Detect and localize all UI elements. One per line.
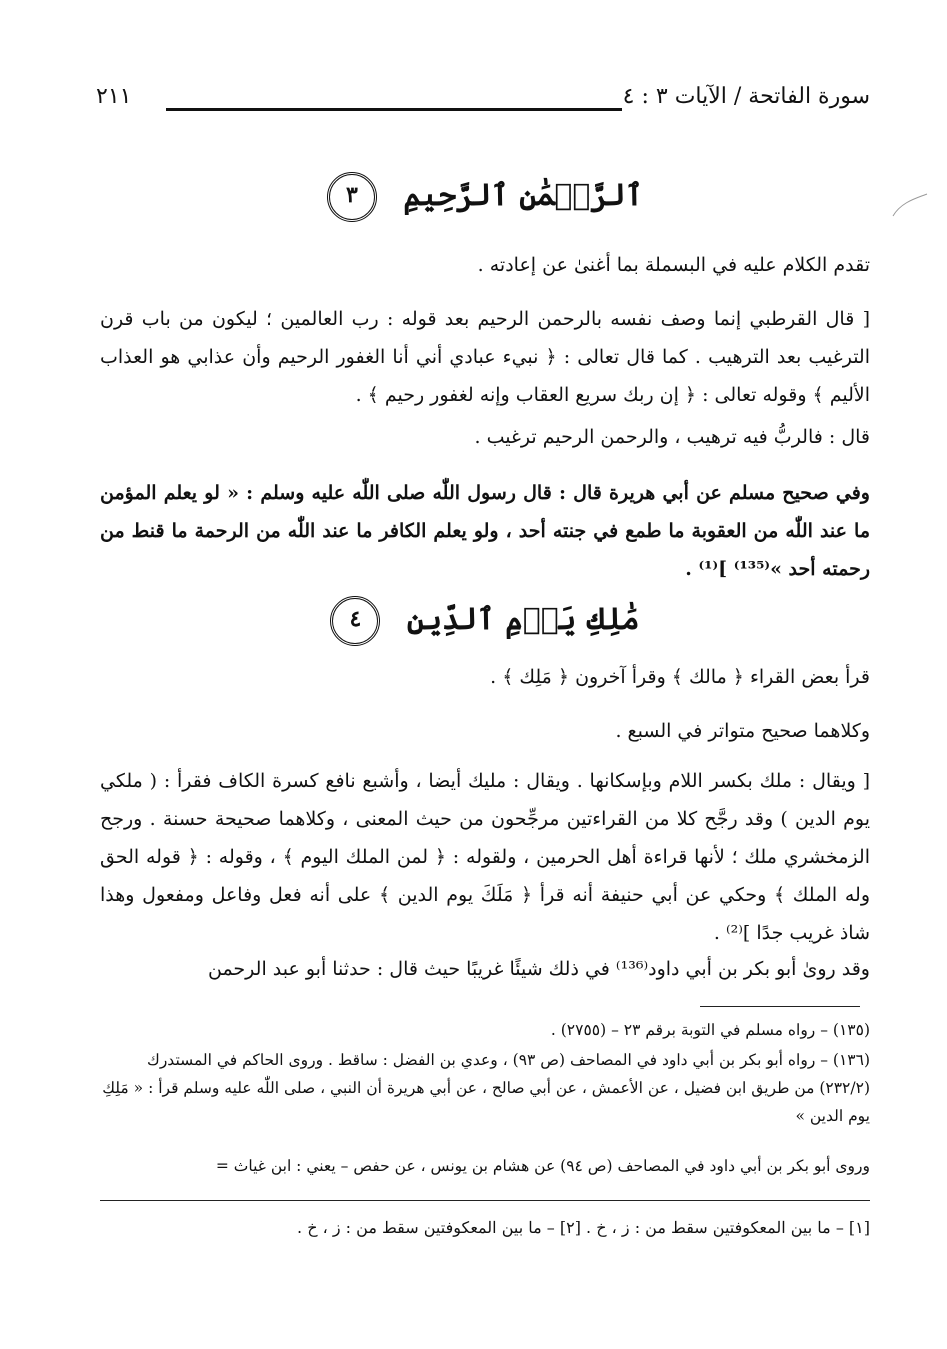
verse-4-heading [100,596,870,646]
verse-number-medallion [330,596,380,646]
bracket-notes-rule [100,1200,870,1201]
running-header [96,80,870,120]
bracket-notes: [١] – ما بين المعكوفتين سقط من : ز ، خ . [٢] – ما بين المعكوفتين سقط من : ز ، خ . [297,1218,870,1237]
page-number: ٢١١ [96,84,132,109]
paragraph-6: وكلاهما صحيح متواتر في السبع . [615,720,870,742]
footnote-separator [700,1006,860,1007]
paragraph-8: وقد روىٰ أبو بكر بن أبي داود⁽¹³⁶⁾ في ذلك شيئًا غريبًا حيث قال : حدثنا أبو عبد الرحمن [207,958,870,980]
paragraph-7: [ ويقال : ملك بكسر اللام وبإسكانها . ويقال : مليك أيضا ، وأشبع نافع كسرة الكاف فقرأ : ( ملكي يوم الدين ) وقد رجَّح كلا من القراءتين مرجِّحون من حيث المعنى ، وكلاهما صحيحة حسنة . ورجح الزمخشري ملك ؛ لأنها قراءة أهل الحرمين ، ولقوله : ﴿ لمن الملك اليوم ﴾ ، وقوله : ﴿ قوله الحق وله الملك ﴾ وحكي عن أبي حنيفة أنه قرأ ﴿ مَلَكَ يوم الدين ﴾ على أنه فعل وفاعل ومفعول وهذا شاذ غريب جدًا ]⁽²⁾ . [100,770,870,944]
header-title: سورة الفاتحة / الآيات ٣ : ٤ [622,84,870,109]
header-rule [166,108,622,111]
paragraph-4-hadith: وفي صحيح مسلم عن أبي هريرة قال : قال رسول اللّٰه صلى اللّٰه عليه وسلم : « لو يعلم المؤمن ما عند اللّٰه من العقوبة ما طمع في جنته أحد ، ولو يعلم الكافر ما عند اللّٰه من الرحمة ما قنط من رحمته أحد »⁽¹³⁵⁾ ]⁽¹⁾ . [100,482,870,580]
verse-number-medallion [327,172,377,222]
footnote-135: (١٣٥) – رواه مسلم في التوبة برقم ٢٣ – (٢٧٥٥) . [550,1021,870,1039]
paragraph-5: قرأ بعض القراء ﴿ مالك ﴾ وقرأ آخرون ﴿ مَلِك ﴾ . [490,666,870,688]
verse-4-text: مَٰلِكِ يَوۡمِ ٱلدِّينِ [406,602,640,637]
paragraph-3: قال : فالربُّ فيه ترهيب ، والرحمن الرحيم ترغيب . [474,426,870,448]
paragraph-1: تقدم الكلام عليه في البسملة بما أغنىٰ عن إعادته . [477,254,870,276]
verse-3-text: ٱلرَّحۡمَٰنِ ٱلرَّحِيمِ [403,178,644,213]
verse-4-number: ٤ [349,606,362,632]
footnote-136-continued: وروى أبو بكر بن أبي داود في المصاحف (ص ٩٤) عن هشام بن يونس ، عن حفص – يعني : ابن غياث = [215,1157,870,1175]
scan-mark [889,190,929,220]
footnote-136: (١٣٦) – رواه أبو بكر بن أبي داود في المصاحف (ص ٩٣) ، وعدي بن الفضل : ساقط . وروى الحاكم في المستدرك (٢٣٢/٢) من طريق ابن فضيل ، عن الأعمش ، عن أبي صالح ، عن أبي هريرة أن النبي ، صلى اللّٰه عليه وسلم قرأ : « مَلِكِ يوم الدين » [102,1051,870,1125]
paragraph-2: [ قال القرطبي إنما وصف نفسه بالرحمن الرحيم بعد قوله : رب العالمين ؛ ليكون من باب قرن الترغيب بعد الترهيب . كما قال تعالى : ﴿ نبيء عبادي أني أنا الغفور الرحيم وأن عذابي هو العذاب الأليم ﴾ وقوله تعالى : ﴿ إن ربك سريع العقاب وإنه لغفور رحيم ﴾ . [100,308,870,406]
verse-3-heading [100,172,870,222]
verse-3-number: ٣ [345,182,358,208]
